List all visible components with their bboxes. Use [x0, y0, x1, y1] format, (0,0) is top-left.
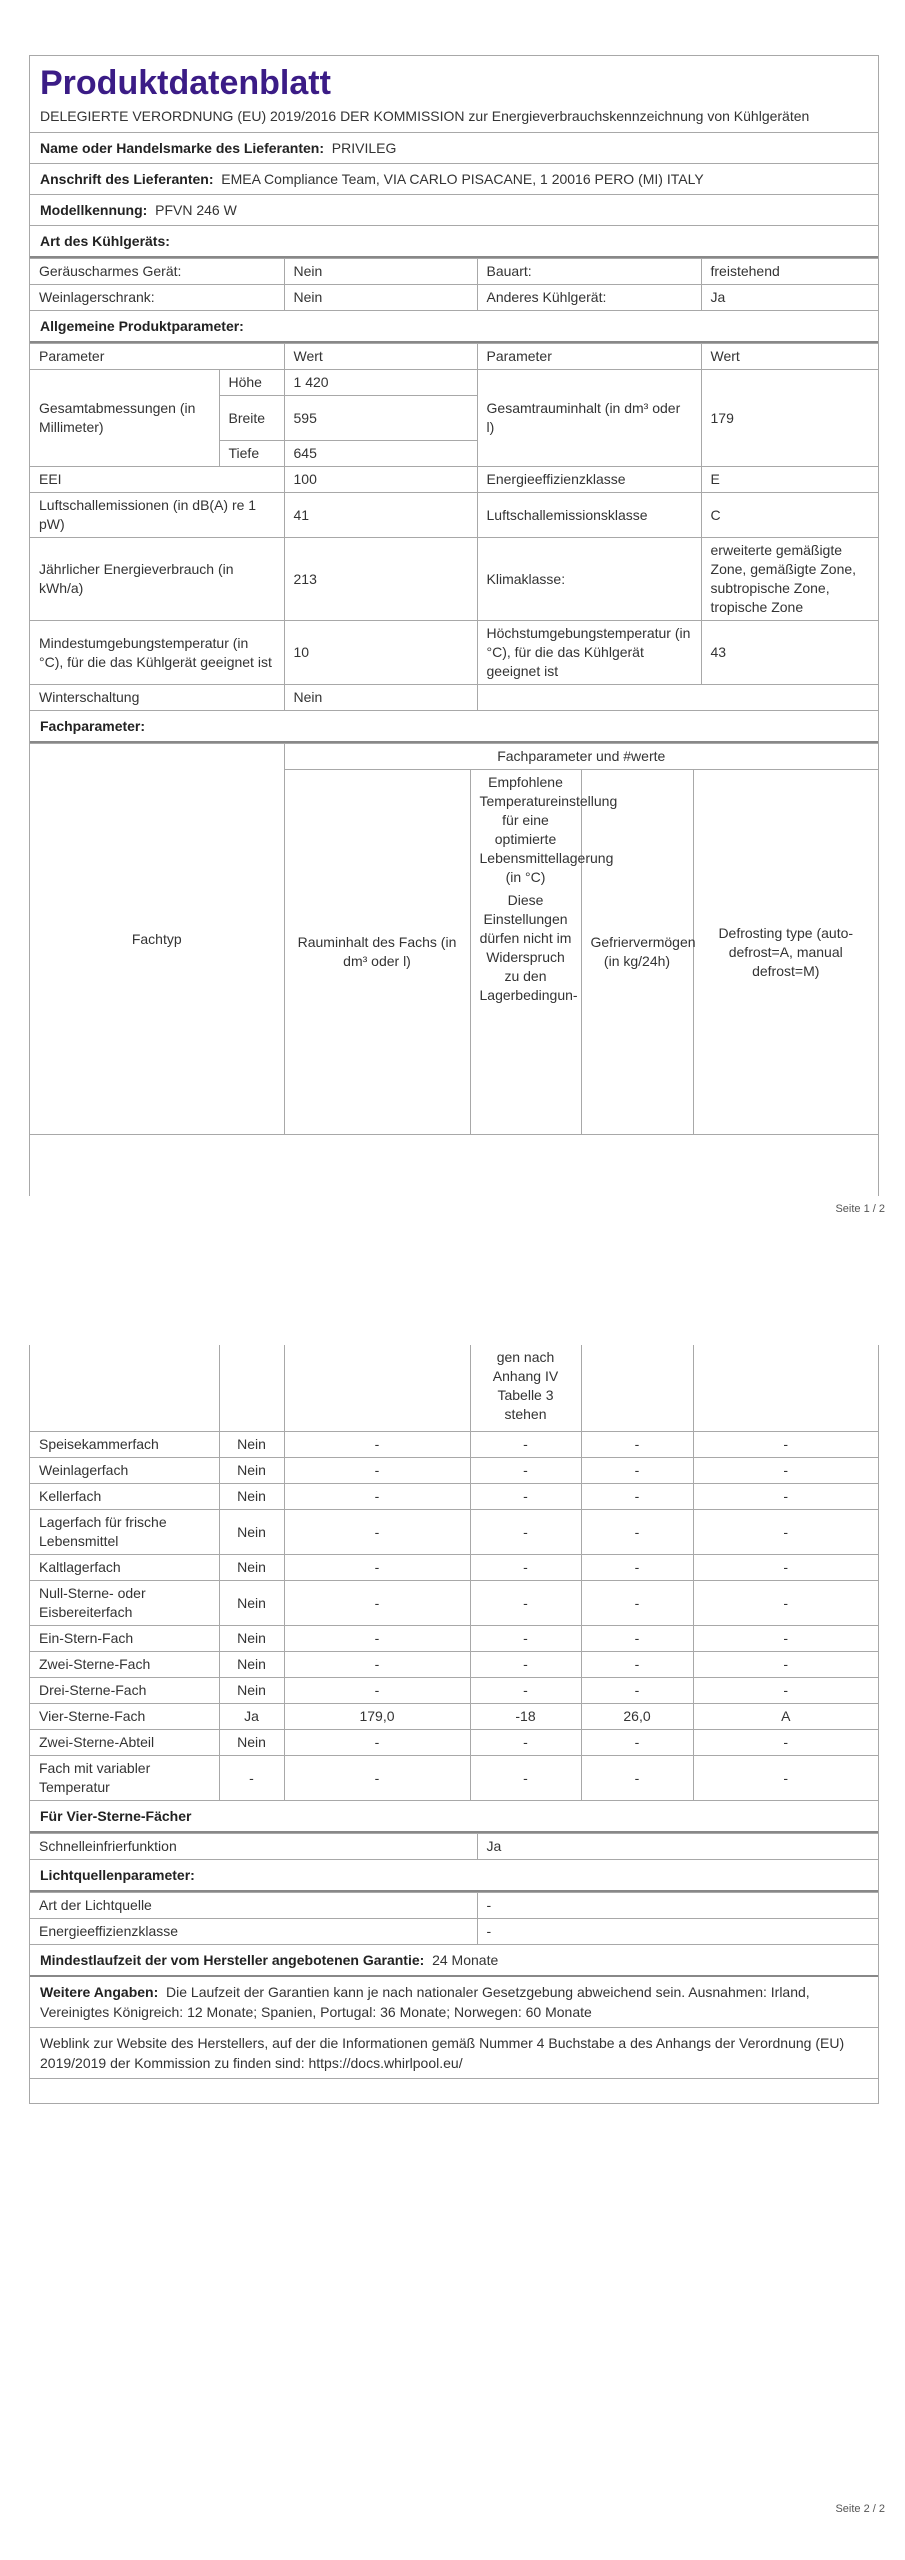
compartments-heading: Fachparameter:: [30, 711, 878, 743]
further-info-row: [30, 1977, 878, 2028]
energy-consumption-value: 213: [284, 538, 477, 621]
compartment-temp: -: [470, 1432, 581, 1458]
compartment-present: -: [219, 1756, 284, 1801]
compartment-volume: -: [284, 1730, 470, 1756]
model-row: [30, 195, 878, 226]
appliance-type-heading: Art des Kühlgeräts:: [30, 226, 878, 258]
col-header-temp: Empfohlene Temperatureinstellung für eine optimierte Lebensmittellagerung (in °C) Diese Einstellungen dürfen nicht im Widerspruch zu den Lagerbedingun-: [470, 770, 581, 1135]
compartment-defrost-type: -: [693, 1678, 878, 1704]
weblink-text: Weblink zur Website des Herstellers, auf der die Informationen gemäß Nummer 4 Buchstabe a des Anhangs der Verordnung (EU) 2019/2019 der Kommission zu finden sind: https://docs.whirlpool.eu/: [40, 2035, 845, 2071]
noise-label: Luftschallemissionen (in dB(A) re 1 pW): [30, 493, 284, 538]
compartment-present: Nein: [219, 1484, 284, 1510]
fast-freeze-value: Ja: [477, 1834, 878, 1860]
light-heading: Lichtquellenparameter:: [30, 1860, 878, 1892]
other-appliance-label: Anderes Kühlgerät:: [477, 285, 701, 311]
compartment-volume: -: [284, 1458, 470, 1484]
compartment-freeze-capacity: -: [581, 1555, 693, 1581]
page-title: Produktdatenblatt: [40, 64, 331, 102]
compartment-name: Speisekammerfach: [30, 1432, 219, 1458]
compartment-name: Drei-Sterne-Fach: [30, 1678, 219, 1704]
table-row: [30, 1458, 878, 1484]
compartment-defrost-type: -: [693, 1652, 878, 1678]
compartments-header-table: [30, 743, 878, 1135]
eei-value: 100: [284, 467, 477, 493]
compartment-present: Nein: [219, 1678, 284, 1704]
compartment-present: Ja: [219, 1704, 284, 1730]
compartment-temp: -: [470, 1626, 581, 1652]
col-header-value: Wert: [701, 344, 878, 370]
compartment-volume: -: [284, 1678, 470, 1704]
compartment-volume: -: [284, 1510, 470, 1555]
width-value: 595: [284, 396, 477, 441]
compartment-freeze-capacity: -: [581, 1510, 693, 1555]
table-row: [30, 259, 878, 285]
compartment-freeze-capacity: -: [581, 1458, 693, 1484]
page-2: [29, 1345, 879, 2104]
dimensions-label: Gesamtabmessungen (in Millimeter): [30, 370, 219, 467]
compartment-name: Fach mit variabler Temperatur: [30, 1756, 219, 1801]
compartment-defrost-type: -: [693, 1432, 878, 1458]
compartment-defrost-type: -: [693, 1626, 878, 1652]
compartment-volume: 179,0: [284, 1704, 470, 1730]
address-row: [30, 164, 878, 195]
depth-value: 645: [284, 441, 477, 467]
table-row: [30, 1730, 878, 1756]
compartment-freeze-capacity: -: [581, 1626, 693, 1652]
height-value: 1 420: [284, 370, 477, 396]
page-number-1: Seite 1 / 2: [835, 1203, 885, 1215]
table-row: [30, 285, 878, 311]
compartment-volume: -: [284, 1626, 470, 1652]
table-row: [30, 1678, 878, 1704]
table-row: [30, 538, 878, 621]
further-info-label: Weitere Angaben:: [40, 1984, 159, 2000]
compartment-freeze-capacity: -: [581, 1484, 693, 1510]
col-header-defrost-type: Defrosting type (auto-defrost=A, manual defrost=M): [693, 770, 878, 1135]
min-temp-label: Mindestumgebungstemperatur (in °C), für die das Kühlgerät geeignet ist: [30, 621, 284, 685]
compartment-temp: -: [470, 1730, 581, 1756]
table-row: [30, 1756, 878, 1801]
winter-value: Nein: [284, 685, 477, 711]
noise-class-label: Luftschallemissionsklasse: [477, 493, 701, 538]
compartment-freeze-capacity: -: [581, 1652, 693, 1678]
compartment-name: Null-Sterne- oder Eisbereiterfach: [30, 1581, 219, 1626]
min-temp-value: 10: [284, 621, 477, 685]
general-params-heading: Allgemeine Produktparameter:: [30, 311, 878, 343]
table-row: [30, 1834, 878, 1860]
appliance-type-table: [30, 258, 878, 311]
compartment-volume: -: [284, 1555, 470, 1581]
total-volume-value: 179: [701, 370, 878, 467]
four-star-heading: Für Vier-Sterne-Fächer: [30, 1801, 878, 1833]
compartment-volume: -: [284, 1432, 470, 1458]
table-row: [30, 1581, 878, 1626]
total-volume-label: Gesamtrauminhalt (in dm³ oder l): [477, 370, 701, 467]
other-appliance-value: Ja: [701, 285, 878, 311]
compartment-temp: -: [470, 1555, 581, 1581]
eei-label: EEI: [30, 467, 284, 493]
compartment-name: Weinlagerfach: [30, 1458, 219, 1484]
table-row: [30, 1652, 878, 1678]
max-temp-value: 43: [701, 621, 878, 685]
col-header-temp-continued: gen nach Anhang IV Tabelle 3 stehen: [470, 1345, 581, 1432]
compartment-temp: -: [470, 1484, 581, 1510]
address-label: Anschrift des Lieferanten:: [40, 171, 214, 187]
model-label: Modellkennung:: [40, 202, 148, 218]
compartment-temp: -: [470, 1581, 581, 1626]
energy-consumption-label: Jährlicher Energieverbrauch (in kWh/a): [30, 538, 284, 621]
compartment-name: Kellerfach: [30, 1484, 219, 1510]
compartment-volume: -: [284, 1756, 470, 1801]
max-temp-label: Höchstumgebungstemperatur (in °C), für die das Kühlgerät geeignet ist: [477, 621, 701, 685]
wine-storage-value: Nein: [284, 285, 477, 311]
table-row: [30, 1919, 878, 1945]
noise-class-value: C: [701, 493, 878, 538]
warranty-label: Mindestlaufzeit der vom Hersteller angebotenen Garantie:: [40, 1952, 425, 1968]
page-1: [29, 55, 879, 1196]
col-header-value: Wert: [284, 344, 477, 370]
compartment-name: Ein-Stern-Fach: [30, 1626, 219, 1652]
compartment-temp: -: [470, 1458, 581, 1484]
compartment-freeze-capacity: -: [581, 1581, 693, 1626]
model-value: PFVN 246 W: [155, 202, 237, 218]
table-row: [30, 1704, 878, 1730]
table-row: [30, 370, 878, 396]
col-header-volume: Rauminhalt des Fachs (in dm³ oder l): [284, 770, 470, 1135]
warranty-row: [30, 1945, 878, 1977]
supplier-row: [30, 133, 878, 164]
compartment-name: Vier-Sterne-Fach: [30, 1704, 219, 1730]
energy-class-label: Energieeffizienzklasse: [477, 467, 701, 493]
compartment-freeze-capacity: -: [581, 1432, 693, 1458]
table-row: [30, 1432, 878, 1458]
compartment-present: Nein: [219, 1510, 284, 1555]
depth-label: Tiefe: [219, 441, 284, 467]
compartments-table: [30, 1345, 878, 1801]
further-info-value: Die Laufzeit der Garantien kann je nach nationaler Gesetzgebung abweichend sein. Ausnahmen: Irland, Vereinigtes Königreich: 12 Monate; Spanien, Portugal: 36 Monate; Norwegen: 60 Monate: [40, 1984, 810, 2020]
compartment-temp: -: [470, 1678, 581, 1704]
height-label: Höhe: [219, 370, 284, 396]
table-header-continuation: [30, 1345, 878, 1432]
warranty-value: 24 Monate: [432, 1952, 499, 1968]
compartment-volume: -: [284, 1652, 470, 1678]
weblink-row: [30, 2028, 878, 2079]
compartment-defrost-type: -: [693, 1581, 878, 1626]
light-class-value: -: [477, 1919, 878, 1945]
general-params-table: [30, 343, 878, 711]
wine-storage-label: Weinlagerschrank:: [30, 285, 284, 311]
compartment-name: Lagerfach für frische Lebensmittel: [30, 1510, 219, 1555]
design-value: freistehend: [701, 259, 878, 285]
table-row: [30, 1555, 878, 1581]
compartment-name: Zwei-Sterne-Fach: [30, 1652, 219, 1678]
supplier-value: PRIVILEG: [331, 140, 397, 156]
design-label: Bauart:: [477, 259, 701, 285]
compartment-defrost-type: -: [693, 1484, 878, 1510]
compartment-name: Kaltlagerfach: [30, 1555, 219, 1581]
col-header-parameter: Parameter: [477, 344, 701, 370]
light-table: [30, 1892, 878, 1945]
compartment-defrost-type: -: [693, 1756, 878, 1801]
table-header-row: [30, 344, 878, 370]
climate-class-label: Klimaklasse:: [477, 538, 701, 621]
light-class-label: Energieeffizienzklasse: [30, 1919, 477, 1945]
table-row: [30, 1893, 878, 1919]
fast-freeze-label: Schnelleinfrierfunktion: [30, 1834, 477, 1860]
table-row: [30, 493, 878, 538]
page-number-2: Seite 2 / 2: [835, 2503, 885, 2515]
compartment-present: Nein: [219, 1730, 284, 1756]
compartment-volume: -: [284, 1581, 470, 1626]
compartment-defrost-type: -: [693, 1730, 878, 1756]
compartment-volume: -: [284, 1484, 470, 1510]
col-header-parameter: Parameter: [30, 344, 284, 370]
width-label: Breite: [219, 396, 284, 441]
table-row: [30, 1484, 878, 1510]
compartment-present: Nein: [219, 1432, 284, 1458]
noise-value: 41: [284, 493, 477, 538]
low-noise-value: Nein: [284, 259, 477, 285]
table-row: [30, 467, 878, 493]
table-row: [30, 685, 878, 711]
compartment-temp: -18: [470, 1704, 581, 1730]
col-header-freeze-capacity: Gefriervermögen (in kg/24h): [581, 770, 693, 1135]
compartment-present: Nein: [219, 1555, 284, 1581]
light-type-label: Art der Lichtquelle: [30, 1893, 477, 1919]
climate-class-value: erweiterte gemäßigte Zone, gemäßigte Zone, subtropische Zone, tropische Zone: [701, 538, 878, 621]
table-row: [30, 1510, 878, 1555]
supplier-label: Name oder Handelsmarke des Lieferanten:: [40, 140, 324, 156]
compartment-freeze-capacity: -: [581, 1678, 693, 1704]
compartment-freeze-capacity: 26,0: [581, 1704, 693, 1730]
compartment-defrost-type: A: [693, 1704, 878, 1730]
light-type-value: -: [477, 1893, 878, 1919]
compartment-defrost-type: -: [693, 1458, 878, 1484]
address-value: EMEA Compliance Team, VIA CARLO PISACANE, 1 20016 PERO (MI) ITALY: [221, 171, 704, 187]
col-header-group: Fachparameter und #werte: [284, 744, 878, 770]
table-row: [30, 621, 878, 685]
table-header-row: [30, 744, 878, 770]
energy-class-value: E: [701, 467, 878, 493]
table-row: [30, 1626, 878, 1652]
col-header-compartment-type: Fachtyp: [30, 744, 284, 1135]
compartment-present: Nein: [219, 1581, 284, 1626]
compartment-temp: -: [470, 1756, 581, 1801]
four-star-table: [30, 1833, 878, 1860]
winter-label: Winterschaltung: [30, 685, 284, 711]
compartment-present: Nein: [219, 1652, 284, 1678]
compartment-temp: -: [470, 1652, 581, 1678]
compartment-present: Nein: [219, 1458, 284, 1484]
regulation-subtitle: DELEGIERTE VERORDNUNG (EU) 2019/2016 DER KOMMISSION zur Energieverbrauchskennzeichnung von Kühlgeräten: [30, 106, 878, 133]
compartment-present: Nein: [219, 1626, 284, 1652]
compartment-defrost-type: -: [693, 1555, 878, 1581]
compartment-freeze-capacity: -: [581, 1756, 693, 1801]
compartment-temp: -: [470, 1510, 581, 1555]
compartment-name: Zwei-Sterne-Abteil: [30, 1730, 219, 1756]
compartment-defrost-type: -: [693, 1510, 878, 1555]
compartment-freeze-capacity: -: [581, 1730, 693, 1756]
low-noise-label: Geräuscharmes Gerät:: [30, 259, 284, 285]
compartments-body: [30, 1432, 878, 1801]
